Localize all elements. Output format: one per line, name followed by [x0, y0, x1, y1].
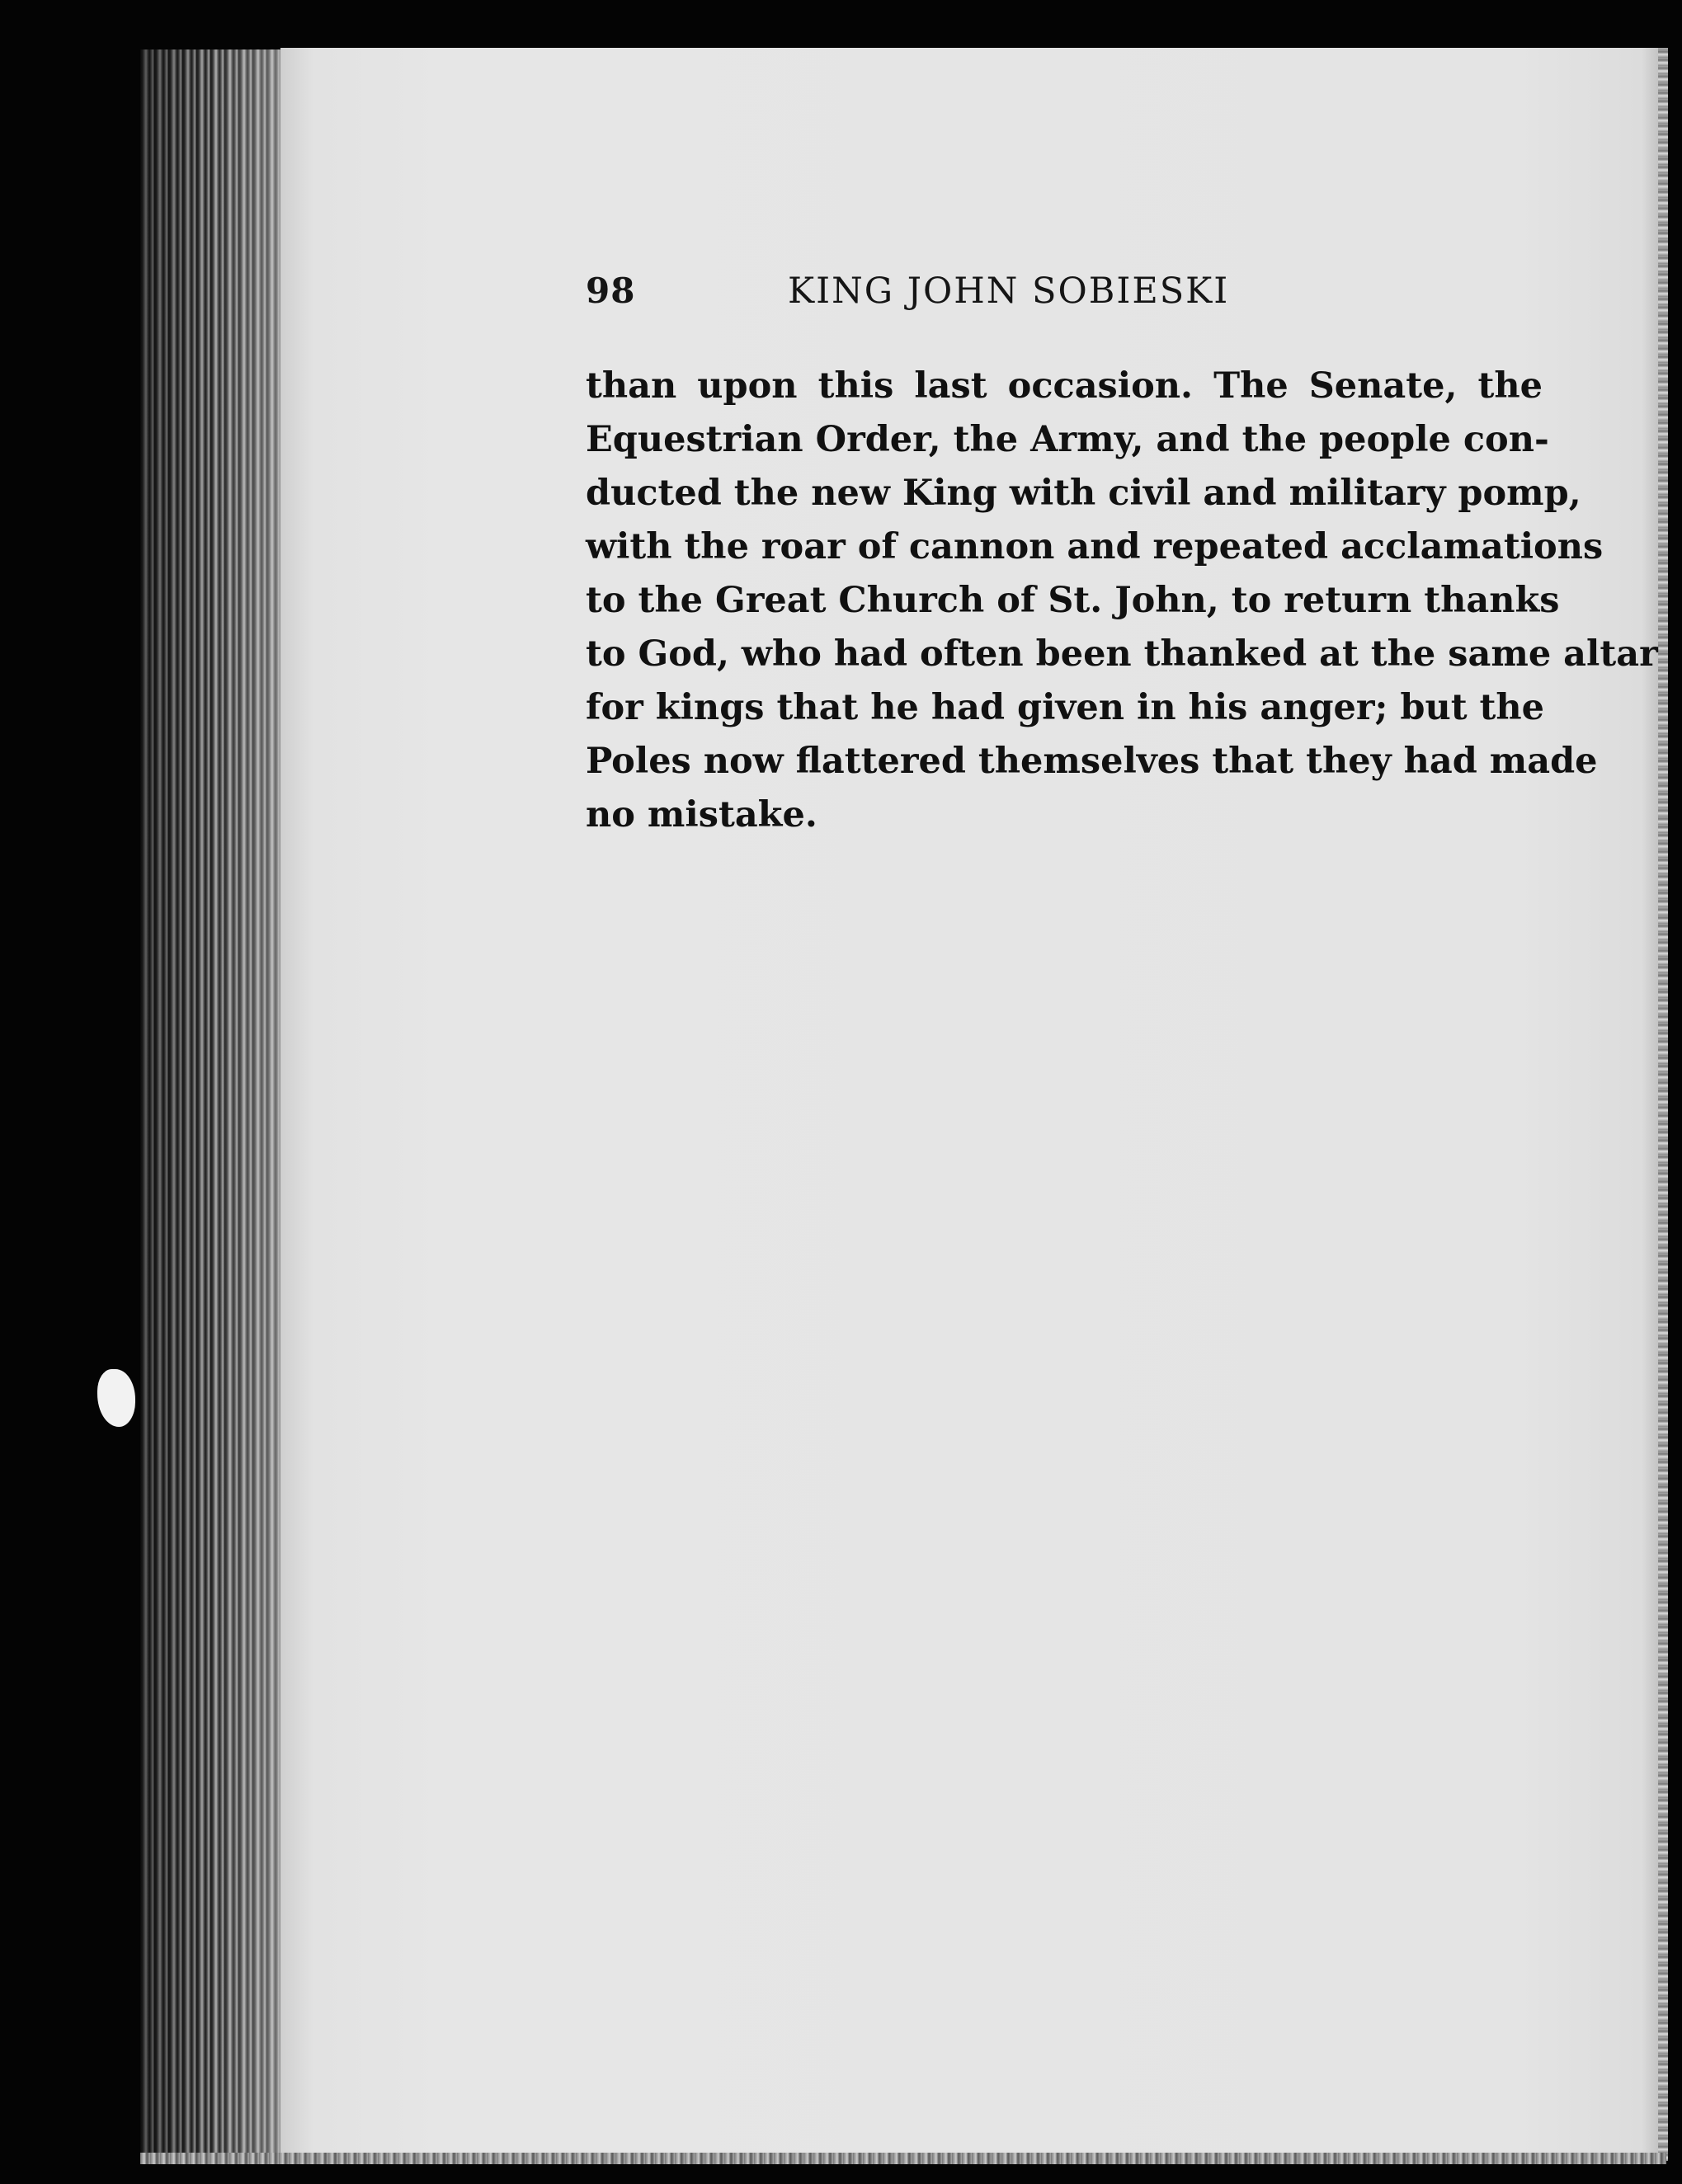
page-number: 98	[586, 271, 636, 311]
text-line: than upon this last occasion. The Senate, the	[586, 365, 1543, 407]
text-line: ducted the new King with civil and military pomp,	[586, 473, 1581, 514]
text-line: to God, who had often been thanked at the same altar	[586, 633, 1658, 675]
running-head	[586, 271, 1551, 320]
running-title: KING JOHN SOBIESKI	[788, 271, 1230, 312]
text-line: Poles now flattered themselves that they had made	[586, 741, 1598, 782]
page-right-edge	[1658, 48, 1668, 2161]
text-line-last: no mistake.	[586, 794, 817, 835]
text-line: to the Great Church of St. John, to return thanks	[586, 580, 1560, 621]
text-line: Equestrian Order, the Army, and the people con-	[586, 419, 1549, 460]
text-line: for kings that he had given in his anger; but the	[586, 687, 1545, 728]
book-page-edges	[140, 49, 297, 2161]
body-text	[586, 360, 1658, 842]
page-bottom-edge	[140, 2153, 1666, 2164]
text-line: with the roar of cannon and repeated acclamations	[586, 526, 1604, 567]
